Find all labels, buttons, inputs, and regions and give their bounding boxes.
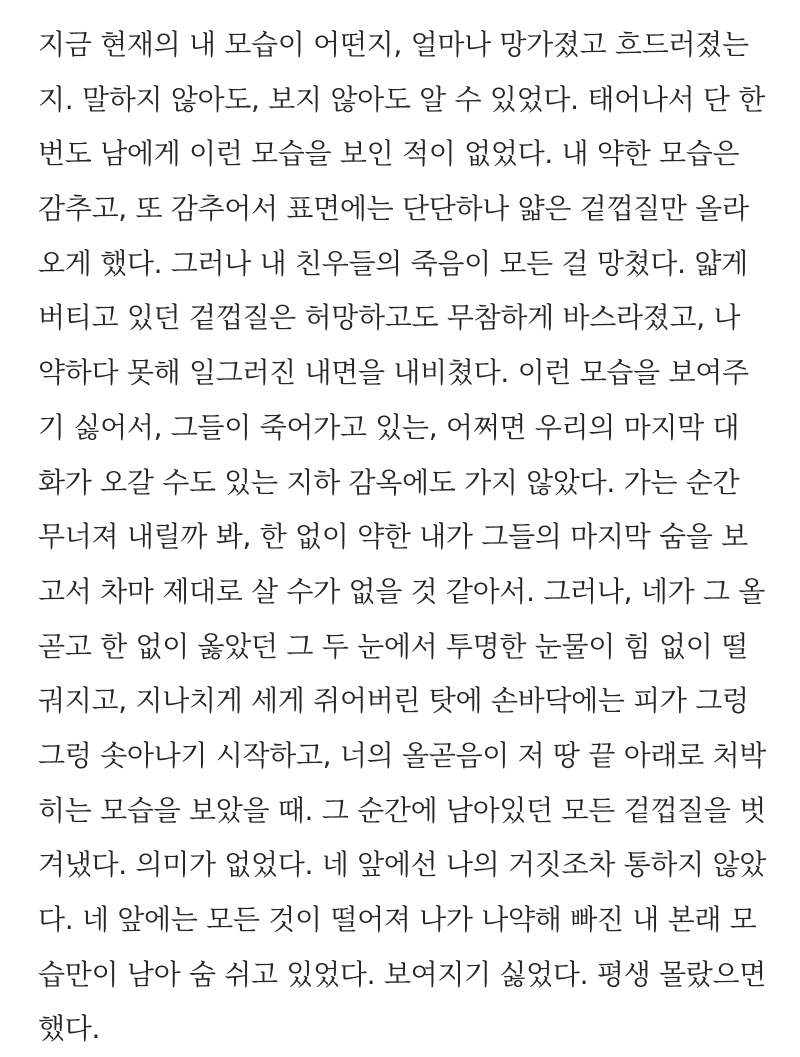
- text-line: 히는 모습을 보았을 때. 그 순간에 남아있던 모든 겉껍질을 벗: [38, 793, 766, 827]
- text-line: 그렁 솟아나기 시작하고, 너의 올곧음이 저 땅 끝 아래로 처박: [38, 738, 766, 772]
- text-line: 지금 현재의 내 모습이 어떤지, 얼마나 망가졌고 흐드러졌는: [38, 28, 749, 61]
- text-line: 감추고, 또 감추어서 표면에는 단단하나 얇은 겉껍질만 올라: [38, 192, 749, 226]
- text-line: 무너져 내릴까 봐, 한 없이 약한 내가 그들의 마지막 숨을 보: [38, 520, 748, 554]
- body-text: [38, 18, 778, 1057]
- text-line: 지. 말하지 않아도, 보지 않아도 알 수 있었다. 태어나서 단 한: [38, 82, 766, 116]
- text-line: 약하다 못해 일그러진 내면을 내비쳤다. 이런 모습을 보여주: [38, 356, 749, 390]
- text-line: 궈지고, 지나치게 세게 쥐어버린 탓에 손바닥에는 피가 그렁: [38, 684, 749, 718]
- text-line: 기 싫어서, 그들이 죽어가고 있는, 어쩌면 우리의 마지막 대: [38, 410, 740, 444]
- text-line: 버티고 있던 겉껍질은 허망하고도 무참하게 바스라졌고, 나: [38, 301, 741, 335]
- text-line: 다. 네 앞에는 모든 것이 떨어져 나가 나약해 빠진 내 본래 모: [38, 903, 757, 936]
- text-line: 번도 남에게 이런 모습을 보인 적이 없었다. 내 약한 모습은: [38, 137, 740, 171]
- text-line: 화가 오갈 수도 있는 지하 감옥에도 가지 않았다. 가는 순간: [38, 465, 740, 499]
- text-line: 고서 차마 제대로 살 수가 없을 것 같아서. 그러나, 네가 그 올: [38, 574, 766, 608]
- text-line: 곧고 한 없이 옳았던 그 두 눈에서 투명한 눈물이 힘 없이 떨: [38, 629, 748, 663]
- text-line: 했다.: [38, 1012, 101, 1046]
- text-line: 겨냈다. 의미가 없었다. 네 앞에선 나의 거짓조차 통하지 않았: [38, 848, 766, 882]
- text-line: 습만이 남아 숨 쉬고 있었다. 보여지기 싫었다. 평생 몰랐으면: [38, 957, 766, 991]
- text-line: 오게 했다. 그러나 내 친우들의 죽음이 모든 걸 망쳤다. 얇게: [38, 246, 748, 280]
